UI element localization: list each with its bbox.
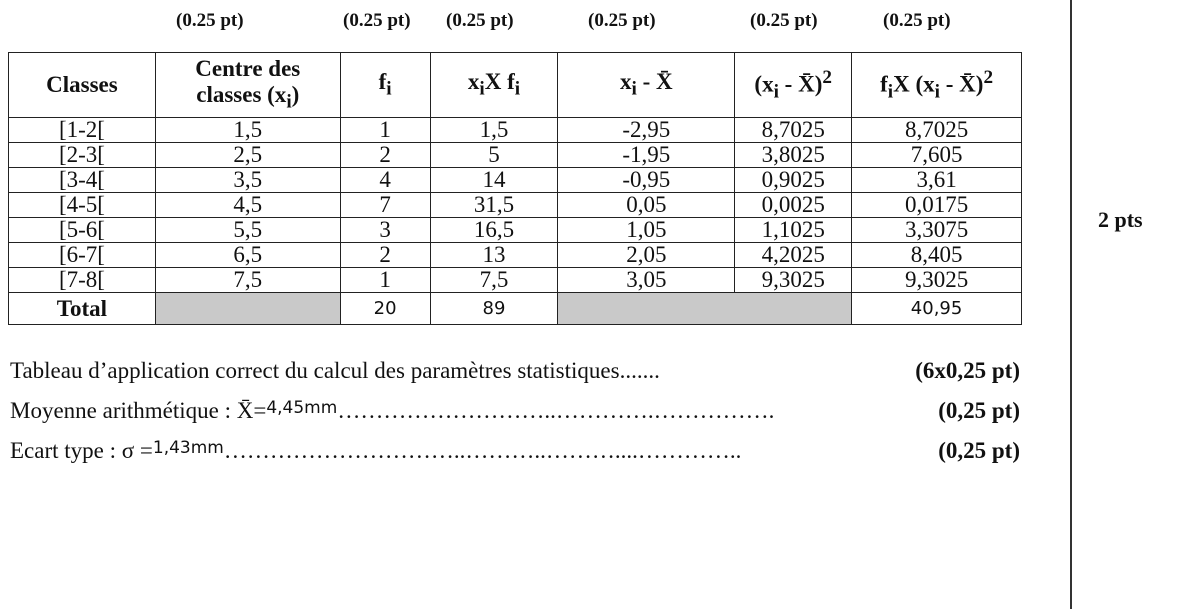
margin-divider xyxy=(1070,0,1072,609)
cell-deviation: 1,05 xyxy=(558,218,735,243)
cell-xifi: 5 xyxy=(430,143,558,168)
cell-deviation-squared: 0,0025 xyxy=(735,193,852,218)
table-row xyxy=(9,243,1022,268)
header-row xyxy=(9,53,1022,118)
header-deviation: $x_i$ - X̄ xyxy=(558,53,735,118)
cell-deviation-squared: 9,3025 xyxy=(735,268,852,293)
cell-deviation: -2,95 xyxy=(558,118,735,143)
cell-weighted-squared: 8,7025 xyxy=(852,118,1022,143)
shaded-cell xyxy=(155,293,340,325)
cell-centre: 6,5 xyxy=(155,243,340,268)
cell-xifi: 1,5 xyxy=(430,118,558,143)
cell-fi: 1 xyxy=(340,118,430,143)
points-label: (0.25 pt) xyxy=(750,10,818,31)
cell-xifi: 7,5 xyxy=(430,268,558,293)
total-f: 20 xyxy=(340,293,430,325)
cell-class: [1-2[ xyxy=(9,118,156,143)
cell-weighted-squared: 8,405 xyxy=(852,243,1022,268)
points-label: (0.25 pt) xyxy=(588,10,656,31)
cell-centre: 5,5 xyxy=(155,218,340,243)
total-row xyxy=(9,293,1022,325)
table-row xyxy=(9,218,1022,243)
table-row xyxy=(9,118,1022,143)
cell-weighted-squared: 3,3075 xyxy=(852,218,1022,243)
shaded-cell xyxy=(558,293,852,325)
statistics-table xyxy=(8,52,1022,325)
cell-fi: 7 xyxy=(340,193,430,218)
cell-weighted-squared: 0,0175 xyxy=(852,193,1022,218)
cell-fi: 1 xyxy=(340,268,430,293)
cell-xifi: 13 xyxy=(430,243,558,268)
grading-line-mean: Moyenne arithmétique : X̄= 4,45mm ………………………..………….……………. (0,25 pt) xyxy=(10,398,1020,423)
points-label: (0.25 pt) xyxy=(883,10,951,31)
table-row xyxy=(9,193,1022,218)
cell-class: [2-3[ xyxy=(9,143,156,168)
cell-centre: 4,5 xyxy=(155,193,340,218)
cell-deviation: 0,05 xyxy=(558,193,735,218)
grading-line-table: Tableau d’application correct du calcul des paramètres statistiques ....... (6x0,25 pt) xyxy=(10,358,1020,383)
cell-weighted-squared: 9,3025 xyxy=(852,268,1022,293)
total-fx: 40,95 xyxy=(852,293,1022,325)
cell-class: [5-6[ xyxy=(9,218,156,243)
cell-xifi: 31,5 xyxy=(430,193,558,218)
grading-line-stddev: Ecart type : σ = 1,43mm …………………………..………..………....………….. (0,25 pt) xyxy=(10,438,1020,463)
cell-class: [3-4[ xyxy=(9,168,156,193)
table-row xyxy=(9,168,1022,193)
side-points: 2 pts xyxy=(1098,207,1143,232)
cell-deviation: 3,05 xyxy=(558,268,735,293)
header-xifi: $x_iX$ $f_i$ xyxy=(430,53,558,118)
total-label: Total xyxy=(9,293,156,325)
cell-deviation: 2,05 xyxy=(558,243,735,268)
cell-deviation-squared: 4,2025 xyxy=(735,243,852,268)
cell-centre: 1,5 xyxy=(155,118,340,143)
header-classes: Classes xyxy=(9,53,156,118)
cell-fi: 2 xyxy=(340,143,430,168)
cell-centre: 7,5 xyxy=(155,268,340,293)
cell-weighted-squared: 7,605 xyxy=(852,143,1022,168)
points-label: (0.25 pt) xyxy=(446,10,514,31)
cell-deviation-squared: 3,8025 xyxy=(735,143,852,168)
cell-class: [6-7[ xyxy=(9,243,156,268)
cell-centre: 2,5 xyxy=(155,143,340,168)
cell-class: [4-5[ xyxy=(9,193,156,218)
header-deviation-squared: ($x_i$ - X̄)$^2$ xyxy=(735,53,852,118)
header-fi: $f_i$ xyxy=(340,53,430,118)
cell-weighted-squared: 3,61 xyxy=(852,168,1022,193)
header-centre: Centre des classes $(x_i)$ xyxy=(155,53,340,118)
cell-centre: 3,5 xyxy=(155,168,340,193)
header-weighted-squared: $f_iX$ ($x_i$ - X̄)$^2$ xyxy=(852,53,1022,118)
cell-fi: 3 xyxy=(340,218,430,243)
cell-xifi: 14 xyxy=(430,168,558,193)
cell-class: [7-8[ xyxy=(9,268,156,293)
cell-deviation-squared: 0,9025 xyxy=(735,168,852,193)
table-row xyxy=(9,268,1022,293)
cell-xifi: 16,5 xyxy=(430,218,558,243)
table-row xyxy=(9,143,1022,168)
cell-deviation-squared: 1,1025 xyxy=(735,218,852,243)
cell-deviation: -1,95 xyxy=(558,143,735,168)
points-label: (0.25 pt) xyxy=(176,10,244,31)
cell-fi: 2 xyxy=(340,243,430,268)
cell-deviation-squared: 8,7025 xyxy=(735,118,852,143)
cell-fi: 4 xyxy=(340,168,430,193)
total-xf: 89 xyxy=(430,293,558,325)
points-label: (0.25 pt) xyxy=(343,10,411,31)
cell-deviation: -0,95 xyxy=(558,168,735,193)
